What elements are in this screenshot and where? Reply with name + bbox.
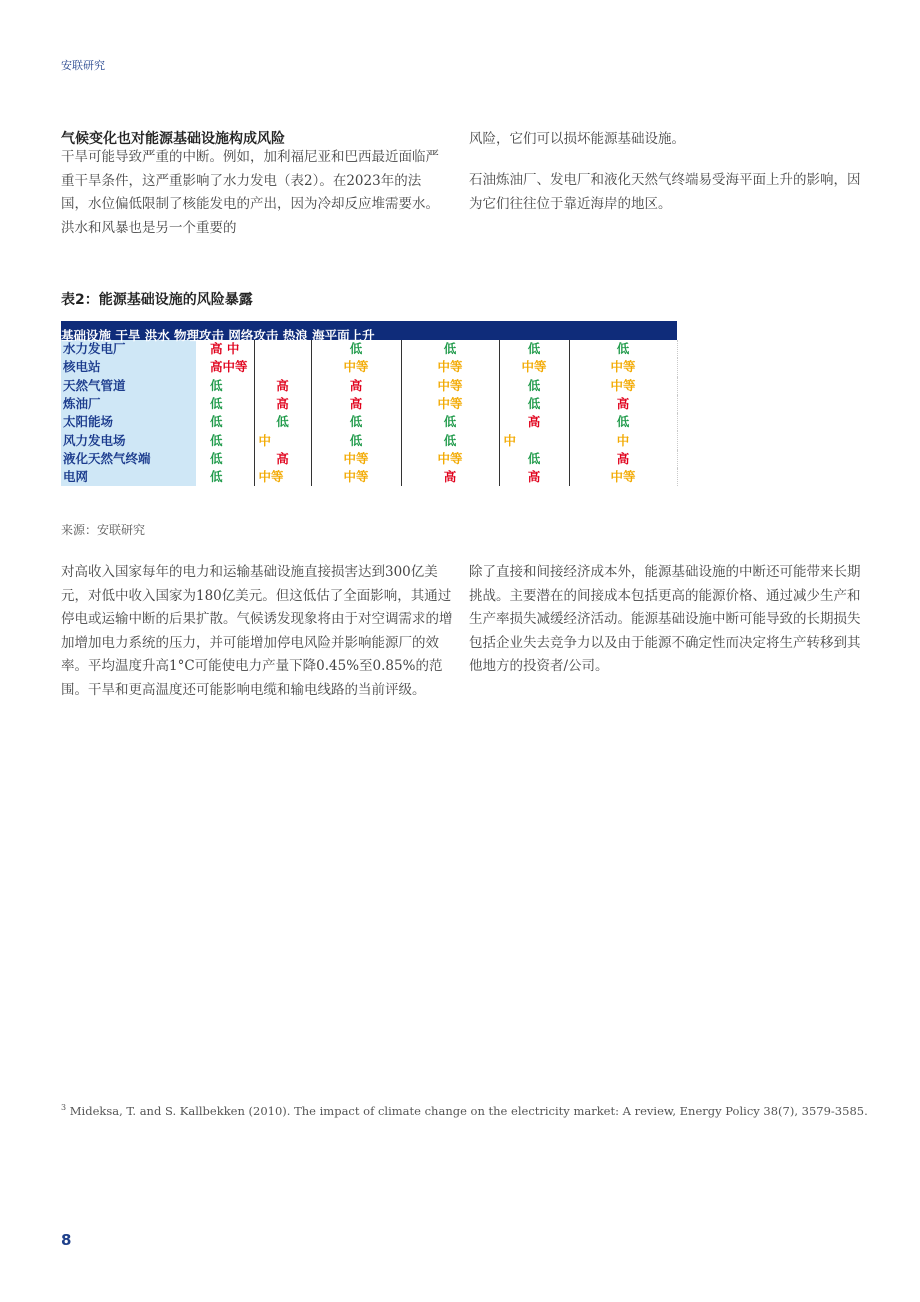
risk-level-cell: 低 bbox=[311, 431, 401, 449]
risk-level-cell: 低 bbox=[569, 413, 677, 431]
risk-level-cell: 高 bbox=[499, 468, 569, 486]
table-row bbox=[61, 358, 677, 376]
header-label: 安联研究 bbox=[61, 59, 105, 72]
risk-level-cell: 高中等 bbox=[196, 358, 254, 376]
footnote bbox=[61, 1103, 868, 1118]
risk-level-cell: 低 bbox=[311, 413, 401, 431]
risk-level-cell: 高 bbox=[311, 377, 401, 395]
risk-level-cell: 低 bbox=[401, 413, 499, 431]
risk-level-cell: 低 bbox=[311, 340, 401, 358]
risk-level-cell: 高 bbox=[311, 395, 401, 413]
infrastructure-cell: 炼油厂 bbox=[61, 395, 196, 413]
table-row bbox=[61, 468, 677, 486]
table-row bbox=[61, 431, 677, 449]
infrastructure-cell: 太阳能场 bbox=[61, 413, 196, 431]
risk-level-cell: 低 bbox=[499, 450, 569, 468]
table-header-text: 基础设施 干旱 洪水 物理攻击 网络攻击 热浪 海平面上升 bbox=[61, 328, 375, 343]
risk-level-cell: 高 bbox=[254, 395, 311, 413]
table-row bbox=[61, 395, 677, 413]
risk-level-cell: 低 bbox=[196, 413, 254, 431]
risk-level-cell bbox=[254, 358, 311, 376]
risk-level-cell: 低 bbox=[196, 468, 254, 486]
risk-level-cell: 中 bbox=[569, 431, 677, 449]
risk-level-cell: 低 bbox=[254, 413, 311, 431]
risk-level-cell: 低 bbox=[196, 395, 254, 413]
infrastructure-cell: 液化天然气终端 bbox=[61, 450, 196, 468]
risk-level-cell: 中等 bbox=[569, 377, 677, 395]
table-row bbox=[61, 450, 677, 468]
risk-level-cell: 中等 bbox=[499, 358, 569, 376]
table-row bbox=[61, 413, 677, 431]
risk-level-cell: 中 bbox=[499, 431, 569, 449]
paragraph-sea-level: 石油炼油厂、发电厂和液化天然气终端易受海平面上升的影响，因为它们往往位于靠近海岸的地区。 bbox=[469, 172, 861, 212]
risk-level-cell: 中等 bbox=[311, 450, 401, 468]
risk-level-cell: 低 bbox=[196, 450, 254, 468]
risk-level-cell: 低 bbox=[196, 377, 254, 395]
table-title: 表2：能源基础设施的风险暴露 bbox=[61, 292, 253, 308]
footnote-marker: 3 bbox=[61, 1103, 67, 1112]
risk-level-cell: 中等 bbox=[311, 358, 401, 376]
infrastructure-cell: 电网 bbox=[61, 468, 196, 486]
infrastructure-cell: 风力发电场 bbox=[61, 431, 196, 449]
risk-level-cell: 中等 bbox=[311, 468, 401, 486]
risk-level-cell: 中等 bbox=[569, 468, 677, 486]
risk-level-cell: 高 bbox=[569, 450, 677, 468]
risk-level-cell: 中等 bbox=[401, 450, 499, 468]
risk-level-cell: 中等 bbox=[569, 358, 677, 376]
page-number: 8 bbox=[61, 1231, 72, 1249]
paragraph-long-term: 除了直接和间接经济成本外，能源基础设施的中断还可能带来长期挑战。主要潜在的间接成本包括更高的能源价格、通过减少生产和生产率损失减缓经济活动。能源基础设施中断可能导致的长期损失包括企业失去竞争力以及由于能源不确定性而决定将生产转移到其他地方的投资者/公司。 bbox=[469, 564, 861, 674]
risk-level-cell: 中等 bbox=[401, 358, 499, 376]
risk-exposure-table bbox=[61, 321, 678, 486]
table-header-row bbox=[61, 321, 677, 340]
risk-level-cell: 高 bbox=[254, 377, 311, 395]
section-heading: 气候变化也对能源基础设施构成风险 bbox=[61, 131, 285, 147]
risk-level-cell: 高 bbox=[401, 468, 499, 486]
infrastructure-cell: 水力发电厂 bbox=[61, 340, 196, 358]
paragraph-drought: 干旱可能导致严重的中断。例如，加利福尼亚和巴西最近面临严重干旱条件，这严重影响了水力发电（表2）。在2023年的法国，水位偏低限制了核能发电的产出，因为冷却反应堆需要水。洪水和风暴也是另一个重要的 bbox=[61, 149, 439, 236]
risk-level-cell: 低 bbox=[499, 340, 569, 358]
table-header bbox=[61, 321, 677, 343]
infrastructure-cell: 天然气管道 bbox=[61, 377, 196, 395]
risk-level-cell: 低 bbox=[499, 377, 569, 395]
table-body bbox=[61, 340, 677, 486]
infrastructure-cell: 核电站 bbox=[61, 358, 196, 376]
risk-level-cell: 低 bbox=[569, 340, 677, 358]
risk-level-cell: 高 bbox=[569, 395, 677, 413]
risk-level-cell: 高 中 bbox=[196, 340, 254, 358]
risk-level-cell: 低 bbox=[499, 395, 569, 413]
risk-level-cell: 低 bbox=[401, 340, 499, 358]
table-row bbox=[61, 377, 677, 395]
footnote-text: Mideksa, T. and S. Kallbekken (2010). The impact of climate change on the electricity market: A review, Energy Policy 38(7), 3579-3585. bbox=[69, 1103, 868, 1118]
risk-level-cell: 低 bbox=[401, 431, 499, 449]
table-source: 来源：安联研究 bbox=[61, 523, 146, 537]
paragraph-risk: 风险，它们可以损坏能源基础设施。 bbox=[469, 131, 685, 147]
paragraph-damage: 对高收入国家每年的电力和运输基础设施直接损害达到300亿美元，对低中收入国家为180亿美元。但这低估了全面影响，其通过停电或运输中断的后果扩散。气候诱发现象将由于对空调需求的增加增加电力系统的压力，并可能增加停电风险并影响能源厂的效率。平均温度升高1°C可能使电力产量下降0.45%至0.85%的范围。干旱和更高温度还可能影响电缆和输电线路的当前评级。 bbox=[61, 564, 453, 698]
risk-level-cell: 低 bbox=[196, 431, 254, 449]
risk-level-cell: 中等 bbox=[401, 377, 499, 395]
risk-level-cell: 中 bbox=[254, 431, 311, 449]
risk-level-cell: 中等 bbox=[254, 468, 311, 486]
risk-level-cell: 中等 bbox=[401, 395, 499, 413]
risk-level-cell: 高 bbox=[254, 450, 311, 468]
risk-level-cell: 高 bbox=[499, 413, 569, 431]
